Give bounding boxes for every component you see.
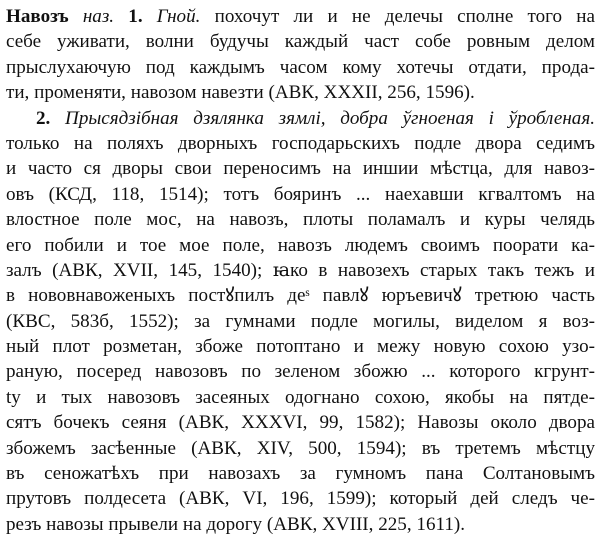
sense-1-text-line: прыслухаючую под каждымъ часом кому хотечы отдати, прода-: [6, 56, 595, 78]
sense-2-text-line: и часто ся дворы свои переносимъ на иншии мѣстца, для навоз-: [6, 158, 595, 180]
sense-2-gloss: Прысядзібная дзялянка зямлі, добра ўгноеная і ўробленая.: [65, 107, 595, 129]
sense-2-text-line: прутовъ полдесета (АВК, VI, 196, 1599); который дей следъ че-: [6, 488, 595, 510]
sense-2-text-line: залъ (АВК, XVII, 145, 1540); ꙗко в навозехъ старых такъ тежъ и: [6, 259, 595, 281]
sense-2-text-line: сятъ бочекъ сеяня (АВК, XXXVI, 99, 1582); Навозы около двора: [6, 412, 595, 434]
part-of-speech: наз.: [82, 6, 115, 27]
sense-2-text-line: (КВС, 583б, 1552); за гумнами подле могилы, виделом я воз-: [6, 310, 595, 332]
sense-2-text-line: ty и тых навозовъ засеяных одогнано сохою, якобы на пятде-: [6, 386, 595, 408]
sense-2-text-line: резъ навозы прывели на дорогу (АВК, XVIII, 225, 1611).: [6, 513, 466, 535]
sense-1-gloss: Гной.: [156, 6, 201, 27]
sense-2-text-line: ный плот розметан, збоже потоптано и межу новую сохою узо-: [6, 336, 595, 358]
sense-1-number: 1.: [128, 6, 143, 27]
sense-2-text-line: овъ (КСД, 118, 1514); тотъ бояринъ ... наехавши кгвалтомъ на: [6, 183, 595, 205]
sense-2-number: 2.: [36, 107, 51, 129]
sense-1-text-line: себе уживати, волни будучы каждый част собе ровным делом: [6, 31, 595, 53]
headword: Навозъ: [6, 6, 69, 27]
sense-1-text-line: ти, променяти, навозом навезти (АВК, XXXII, 256, 1596).: [6, 82, 475, 104]
sense-2-text-line: въ сеножатѣхъ при навозахъ за гумномъ пана Солтановымъ: [6, 463, 595, 485]
sense-2-text-line: только на поляхъ дворныхъ господарьскихъ подле двора седимъ: [6, 132, 595, 154]
dictionary-entry: [6, 4, 595, 537]
entry-line-1: [6, 4, 595, 29]
sense-2-text-line: раную, посеред навозовъ по зеленом збожю ... которого кгрунт-: [6, 361, 595, 383]
sense-2-text-line: его побили и тое мое поле, навозъ людемъ своимъ поорати ка-: [6, 234, 595, 256]
sense-2-text-line: в нововнавоженыхъ постꙋпилъ деˢ павлꙋ юръевичꙋ третюю часть: [6, 285, 595, 307]
sense-2-text-line: збожемъ засѣенные (АВК, XIV, 500, 1594); въ третемъ мѣстцу: [6, 437, 595, 459]
sense-1-text-line: похочут ли и не делечы сполне того на: [214, 6, 595, 27]
sense-2-heading: [6, 106, 595, 131]
sense-2-text-line: влостное поле мос, на навозъ, плоты поламалъ и куры челядь: [6, 209, 595, 231]
